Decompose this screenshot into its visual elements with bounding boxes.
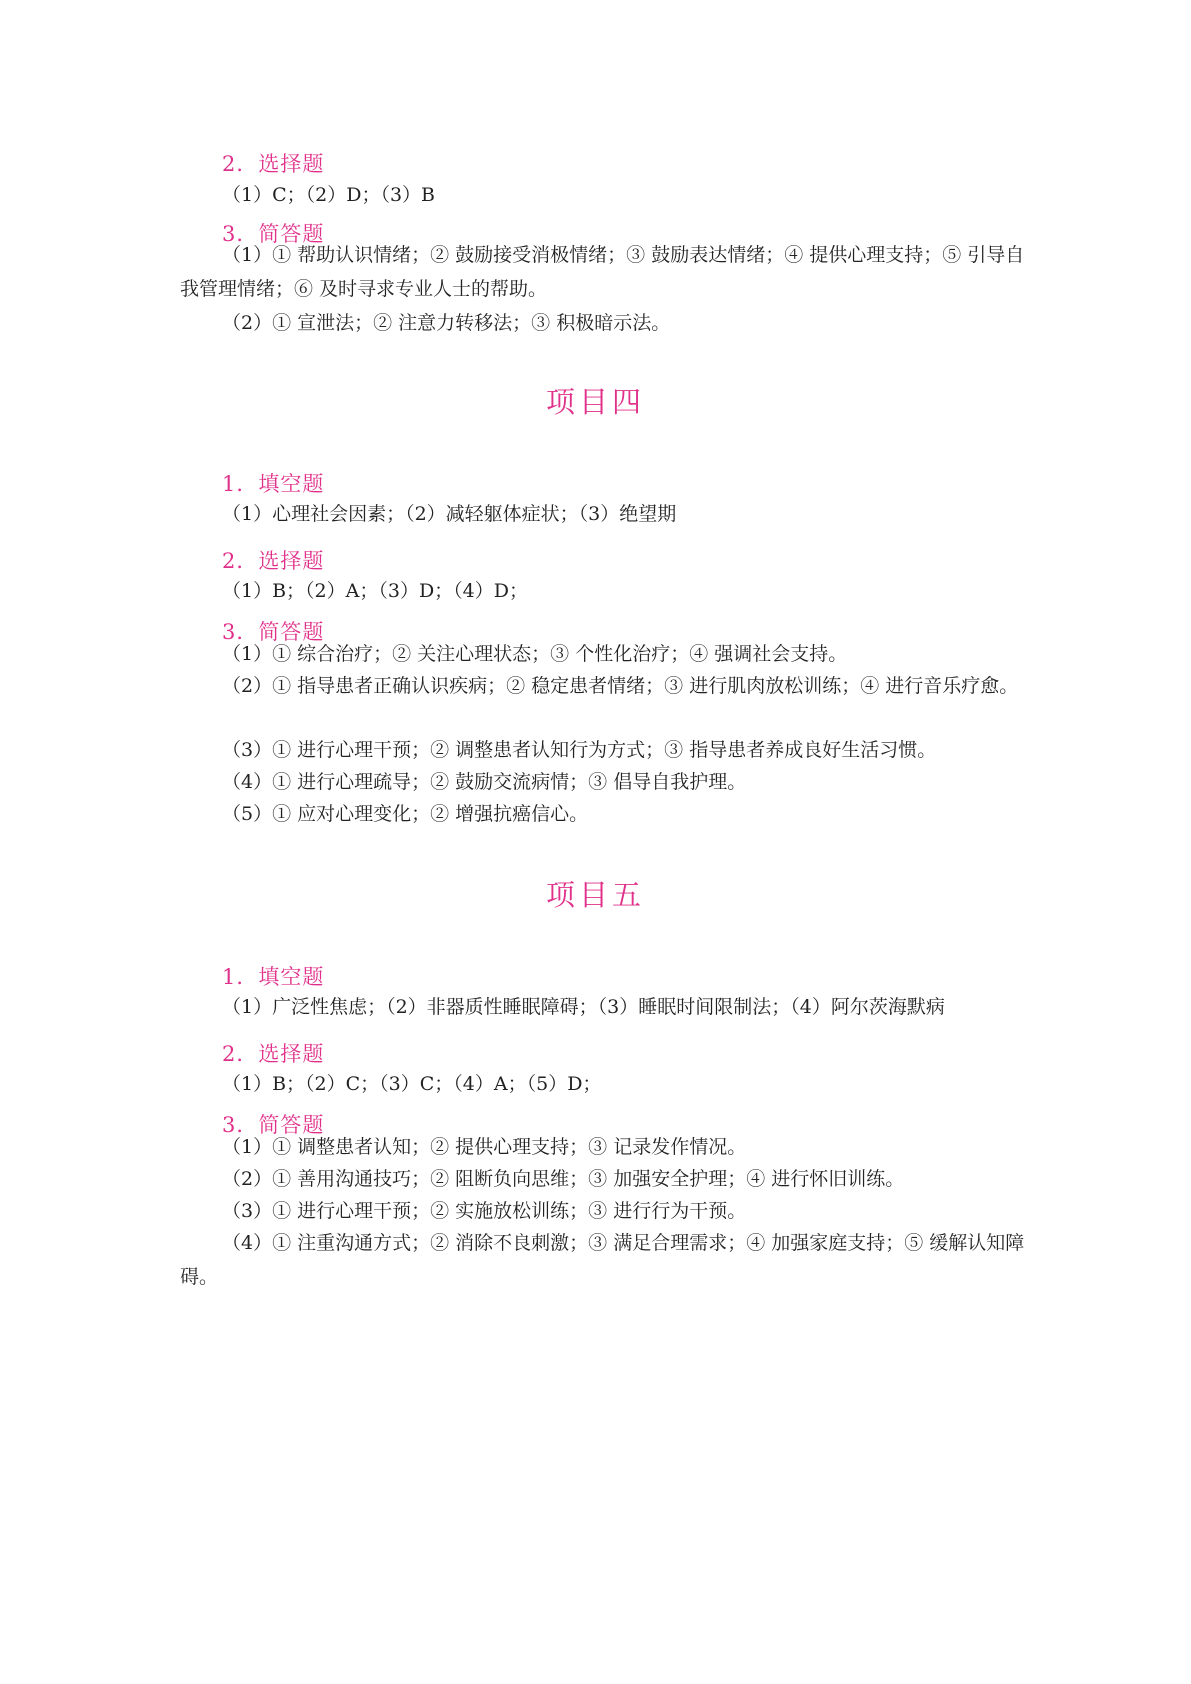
- section-title: 项目五: [545, 878, 645, 912]
- choice-heading: 2．选择题: [222, 152, 325, 176]
- short-answer-heading: 3．简答题: [222, 620, 325, 644]
- short-answer-heading: 3．简答题: [222, 222, 325, 246]
- choice-answer: （1）C；（2）D；（3）B: [222, 184, 435, 206]
- short-answer-3: （3）① 进行心理干预；② 实施放松训练；③ 进行行为干预。: [222, 1200, 747, 1222]
- short-answer-3: （3）① 进行心理干预；② 调整患者认知行为方式；③ 指导患者养成良好生活习惯。: [222, 739, 937, 761]
- fill-answer: （1）广泛性焦虑；（2）非器质性睡眠障碍；（3）睡眠时间限制法；（4）阿尔茨海默病: [222, 996, 945, 1018]
- choice-heading: 2．选择题: [222, 1042, 325, 1066]
- short-answer-1: （1）① 综合治疗；② 关注心理状态；③ 个性化治疗；④ 强调社会支持。: [222, 643, 848, 665]
- short-answer-2: （2）① 宣泄法；② 注意力转移法；③ 积极暗示法。: [222, 312, 671, 334]
- short-answer-4: （4）① 注重沟通方式；② 消除不良刺激；③ 满足合理需求；④ 加强家庭支持；⑤ 缓解认知障碍。: [180, 1232, 1025, 1288]
- short-answer-1: （1）① 帮助认识情绪；② 鼓励接受消极情绪；③ 鼓励表达情绪；④ 提供心理支持；⑤ 引导自我管理情绪；⑥ 及时寻求专业人士的帮助。: [180, 244, 1025, 300]
- choice-heading: 2．选择题: [222, 549, 325, 573]
- short-answer-heading: 3．简答题: [222, 1113, 325, 1137]
- short-answer-5: （5）① 应对心理变化；② 增强抗癌信心。: [222, 803, 589, 825]
- short-answer-2: （2）① 指导患者正确认识疾病；② 稳定患者情绪；③ 进行肌肉放松训练；④ 进行音乐疗愈。: [222, 675, 1019, 697]
- fill-answer: （1）心理社会因素；（2）减轻躯体症状；（3）绝望期: [222, 503, 677, 525]
- section-title: 项目四: [545, 385, 645, 419]
- choice-answer: （1）B；（2）A；（3）D；（4）D；: [222, 580, 529, 602]
- short-answer-1: （1）① 调整患者认知；② 提供心理支持；③ 记录发作情况。: [222, 1136, 747, 1158]
- short-answer-2: （2）① 善用沟通技巧；② 阻断负向思维；③ 加强安全护理；④ 进行怀旧训练。: [222, 1168, 905, 1190]
- short-answer-4: （4）① 进行心理疏导；② 鼓励交流病情；③ 倡导自我护理。: [222, 771, 747, 793]
- fill-heading: 1．填空题: [222, 965, 325, 989]
- choice-answer: （1）B；（2）C；（3）C；（4）A；（5）D；: [222, 1073, 602, 1095]
- fill-heading: 1．填空题: [222, 472, 325, 496]
